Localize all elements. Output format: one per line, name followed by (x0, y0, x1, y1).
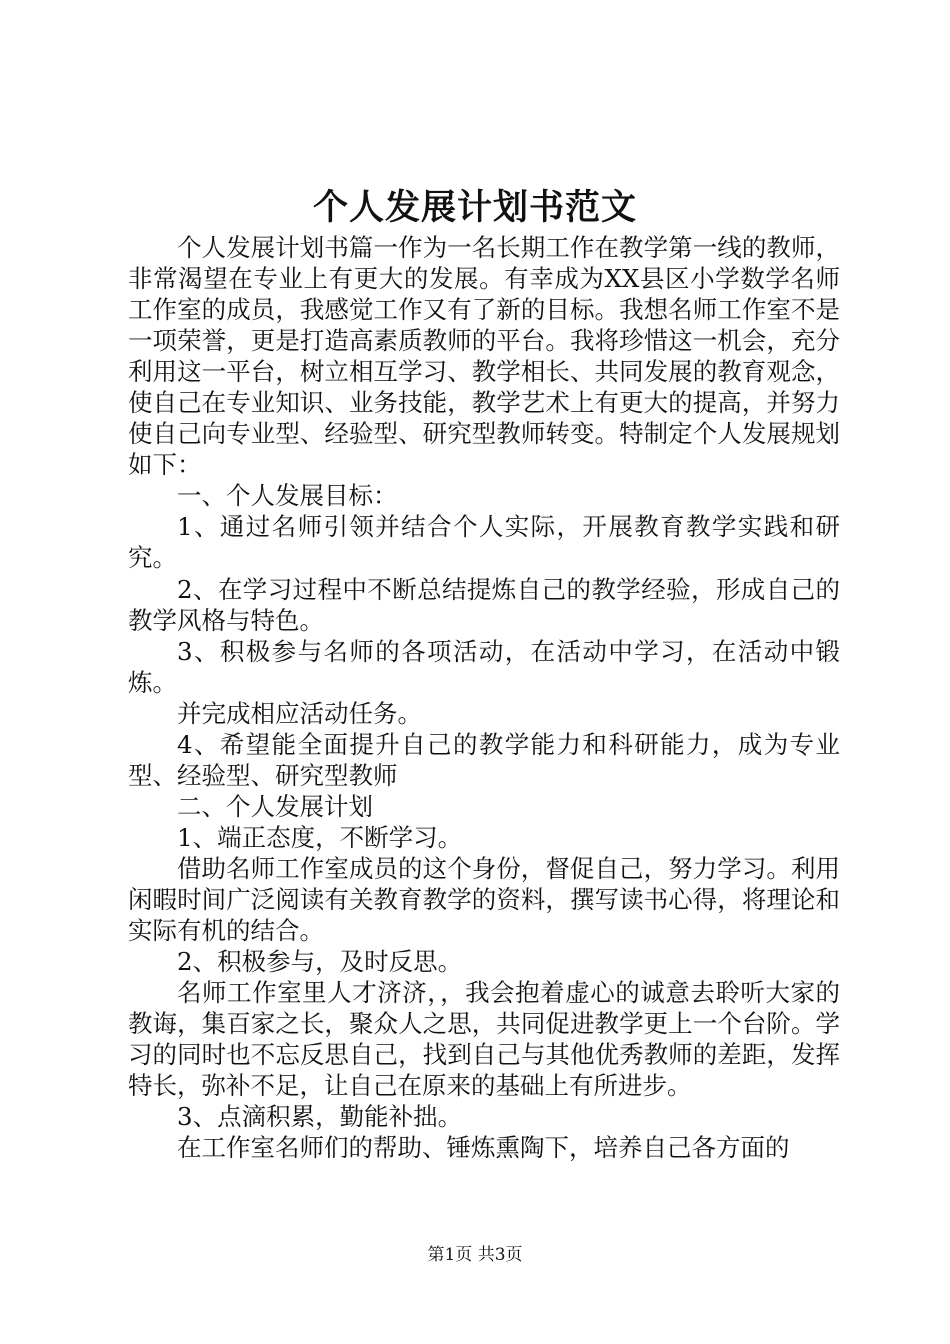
page-footer: 第1页 共3页 (427, 1245, 523, 1265)
paragraph: 3、点滴积累，勤能补拙。 (177, 1102, 463, 1132)
paragraph: 借助名师工作室成员的这个身份，督促自己，努力学习。利用闲暇时间广泛阅读有关教育教学的资料，撰写读书心得，将理论和实际有机的结合。 (128, 853, 840, 946)
paragraph: 2、在学习过程中不断总结提炼自己的教学经验，形成自己的教学风格与特色。 (128, 574, 840, 635)
paragraph: 2、积极参与，及时反思。 (177, 947, 463, 977)
document-title: 个人发展计划书范文 (312, 187, 637, 228)
section-heading: 二、个人发展计划 (177, 791, 373, 821)
paragraph: 3、积极参与名师的各项活动，在活动中学习，在活动中锻炼。 (128, 636, 840, 697)
paragraph: 1、通过名师引领并结合个人实际，开展教育教学实践和研究。 (128, 512, 840, 573)
paragraph: 在工作室名师们的帮助、锤炼熏陶下，培养自己各方面的 (177, 1133, 790, 1163)
section-heading: 一、个人发展目标： (177, 481, 398, 511)
paragraph: 个人发展计划书篇一作为一名长期工作在教学第一线的教师，非常渴望在专业上有更大的发展。有幸成为XX县区小学数学名师工作室的成员，我感觉工作又有了新的目标。我想名师工作室不是一项荣誉，更是打造高素质教师的平台。我将珍惜这一机会，充分利用这一平台，树立相互学习、教学相长、共同发展的教育观念，使自己在专业知识、业务技能，教学艺术上有更大的提高，并努力使自己向专业型、经验型、研究型教师转变。特制定个人发展规划如下： (128, 233, 840, 480)
paragraph: 并完成相应活动任务。 (177, 698, 422, 728)
paragraph: 4、希望能全面提升自己的教学能力和科研能力，成为专业型、经验型、研究型教师 (128, 729, 840, 790)
paragraph: 1、端正态度，不断学习。 (177, 822, 463, 852)
paragraph: 名师工作室里人才济济，，我会抱着虚心的诚意去聆听大家的教诲，集百家之长，聚众人之思，共同促进教学更上一个台阶。学习的同时也不忘反思自己，找到自己与其他优秀教师的差距，发挥特长，弥补不足，让自己在原来的基础上有所进步。 (128, 978, 840, 1101)
document-body (128, 232, 840, 1163)
